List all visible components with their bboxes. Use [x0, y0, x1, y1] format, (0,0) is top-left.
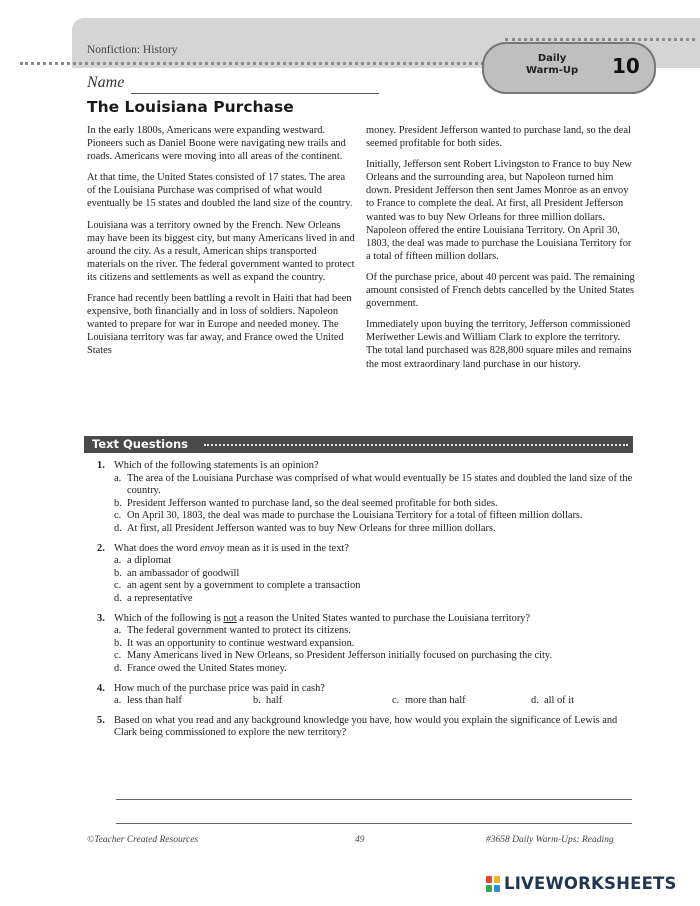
option-letter: d. — [114, 592, 122, 604]
option[interactable] — [114, 568, 642, 581]
name-label: Name — [87, 74, 125, 91]
page-title: The Louisiana Purchase — [87, 98, 294, 116]
question-stem: Based on what you read and any background knowledge you have, how would you explain the significance of Lewis and Clark being commissioned to explore the new territory? — [114, 714, 618, 739]
footer-copyright: ©Teacher Created Resources — [87, 835, 199, 845]
questions-header-dots — [204, 444, 628, 446]
option-text: half — [266, 695, 283, 707]
badge-label — [526, 53, 578, 77]
option-letter: a. — [114, 625, 122, 637]
option-text: France owed the United States money. — [127, 662, 287, 674]
paragraph: money. President Jefferson wanted to purchase land, so the deal seemed profitable for both sides. — [366, 125, 631, 150]
stem-part: mean as it is used in the text? — [224, 542, 349, 554]
option[interactable] — [392, 695, 531, 708]
question-number: 1. — [97, 460, 105, 471]
option-text: more than half — [405, 695, 466, 707]
article-left-column — [87, 124, 355, 366]
option-letter: c. — [392, 695, 400, 707]
option-text: Many Americans lived in New Orleans, so President Jefferson initially focused on purchasing the city. — [127, 650, 553, 662]
option-letter: c. — [114, 580, 122, 592]
option[interactable] — [114, 498, 642, 511]
question-stem — [114, 613, 642, 626]
option[interactable] — [114, 473, 642, 498]
option[interactable] — [114, 638, 642, 651]
stem-part: What does the word — [114, 542, 200, 554]
option[interactable] — [253, 695, 392, 708]
option-text: a diplomat — [127, 555, 172, 567]
question-stem: How much of the purchase price was paid in cash? — [114, 682, 325, 694]
option[interactable] — [114, 555, 642, 568]
paragraph: Initially, Jefferson sent Robert Livingston to France to buy New Orleans and the surrounding area, but Napoleon turned him down. President Jefferson then sent James Monroe as an envoy to France to complete the deal. At first, all President Jefferson wanted was to buy New Orleans for three million dollars. Napoleon offered the entire Louisiana Territory. On April 30, 1803, the deal was made to purchase the Louisiana Territory for a total of fifteen million dollars. — [366, 159, 632, 262]
paragraph: At that time, the United States consisted of 17 states. The area of the Louisiana Purchase was comprised of what would eventually be 15 states and doubled the land size of the country. — [87, 172, 353, 210]
option[interactable] — [114, 580, 642, 593]
option-letter: b. — [253, 695, 261, 707]
option-text: At first, all President Jefferson wanted was to buy New Orleans for three million dollars. — [127, 522, 496, 534]
footer-book-title: #3658 Daily Warm-Ups: Reading — [486, 835, 614, 845]
option-text: President Jefferson wanted to purchase land, so the deal seemed profitable for both sides. — [127, 497, 498, 509]
question-number: 5. — [97, 714, 105, 726]
section-label: Nonfiction: History — [87, 44, 178, 56]
article-right-column — [366, 124, 638, 379]
option-letter: d. — [114, 522, 122, 534]
option-text: On April 30, 1803, the deal was made to purchase the Louisiana Territory for a total of fifteen million dollars. — [127, 510, 583, 522]
questions-header-title: Text Questions — [92, 437, 189, 451]
option[interactable] — [114, 510, 642, 523]
question-number: 2. — [97, 542, 105, 554]
stem-part: a reason the United States wanted to purchase the Louisiana territory? — [236, 612, 531, 624]
option-text: The federal government wanted to protect its citizens. — [127, 625, 351, 637]
option[interactable] — [531, 695, 574, 708]
name-line[interactable] — [131, 93, 379, 94]
stem-underlined: not — [223, 612, 237, 624]
option[interactable] — [114, 695, 253, 708]
option-text: all of it — [544, 695, 575, 707]
option-letter: a. — [114, 472, 122, 484]
question-number: 3. — [97, 612, 105, 624]
questions-list — [97, 460, 642, 747]
badge-line-1: Daily — [537, 53, 567, 64]
option-letter: c. — [114, 650, 122, 662]
option-text: an ambassador of goodwill — [127, 567, 240, 579]
option[interactable] — [114, 663, 642, 676]
option-text: an agent sent by a government to complete a transaction — [127, 580, 361, 592]
liveworksheets-brand[interactable]: LIVEWORKSHEETS — [504, 874, 677, 893]
option[interactable] — [114, 593, 642, 606]
option-text: The area of the Louisiana Purchase was comprised of what would eventually be 15 states and doubled the land size of the country. — [127, 472, 633, 497]
option-letter: b. — [114, 567, 122, 579]
option[interactable] — [114, 650, 642, 663]
question-3 — [97, 613, 642, 676]
question-stem — [114, 543, 642, 556]
option-text: less than half — [127, 695, 182, 707]
paragraph: Of the purchase price, about 40 percent was paid. The remaining amount consisted of French debts cancelled by the United States government. — [366, 271, 635, 310]
badge-line-2: Warm-Up — [526, 65, 579, 76]
option[interactable] — [114, 625, 642, 638]
option[interactable] — [114, 523, 642, 536]
stem-part: Which of the following is — [114, 612, 224, 624]
footer-page-number: 49 — [355, 835, 365, 845]
question-5 — [97, 715, 642, 740]
paragraph: Louisiana was a territory owned by the French. New Orleans may have been its biggest city, but many Americans lived in and around the city. As a result, American ships transported materials on the river. The federal government wanted to protect its citizens and settlements as well as expand the country. — [87, 219, 355, 283]
option-text: a representative — [127, 592, 193, 604]
paragraph: France had recently been battling a revolt in Haiti that had been expensive, both financially and in loss of soldiers. Napoleon wanted to prepare for war in Europe and needed money. The Louisiana territory was far away, and France owed the United States — [87, 293, 352, 357]
paragraph: Immediately upon buying the territory, Jefferson commissioned Meriwether Lewis and William Clark to explore the territory. The total land purchased was 828,800 square miles and remains the most extraordinary land purchase in our history. — [366, 319, 632, 370]
question-stem: Which of the following statements is an opinion? — [114, 460, 319, 471]
option-letter: b. — [114, 637, 122, 649]
answer-line-2[interactable] — [116, 823, 632, 824]
header-dotted-rule-right — [505, 38, 695, 41]
badge-number: 10 — [612, 54, 640, 78]
question-1 — [97, 460, 642, 536]
option-letter: c. — [114, 510, 122, 522]
option-letter: a. — [114, 695, 122, 707]
header-dotted-rule — [20, 62, 490, 65]
stem-emphasis: envoy — [200, 542, 225, 554]
question-4 — [97, 683, 642, 708]
option-letter: d. — [531, 695, 539, 707]
option-letter: b. — [114, 497, 122, 509]
paragraph: In the early 1800s, Americans were expanding westward. Pioneers such as Daniel Boone were navigating new trails and roads. Americans were moving into all areas of the continent. — [87, 125, 346, 163]
option-text: It was an opportunity to continue westward expansion. — [127, 637, 355, 649]
option-letter: a. — [114, 555, 122, 567]
liveworksheets-logo-icon — [486, 876, 500, 892]
question-number: 4. — [97, 682, 105, 694]
question-2 — [97, 543, 642, 606]
answer-line-1[interactable] — [116, 799, 632, 800]
option-letter: d. — [114, 662, 122, 674]
